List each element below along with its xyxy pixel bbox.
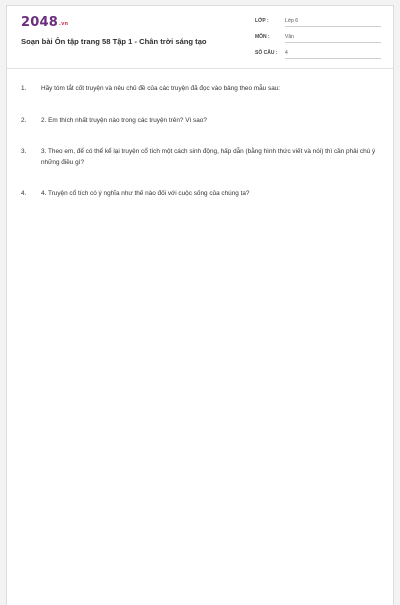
question-number: 4. bbox=[21, 190, 27, 197]
question-list bbox=[21, 84, 383, 221]
question-item bbox=[21, 116, 383, 127]
document-title: Soạn bài Ôn tập trang 58 Tập 1 - Chân trời sáng tạo bbox=[21, 37, 207, 46]
question-text: 2. Em thích nhất truyện nào trong các truyện trên? Vì sao? bbox=[41, 116, 207, 124]
question-text: Hãy tóm tắt cốt truyện và nêu chủ đề của các truyện đã đọc vào bảng theo mẫu sau: bbox=[41, 85, 281, 92]
meta-value-subject: Văn bbox=[285, 34, 381, 43]
question-item bbox=[21, 147, 383, 168]
question-text: 3. Theo em, để có thể kể lại truyện cổ tích một cách sinh động, hấp dẫn (bằng hình thức viết và nói) thì cần phải chú ý những điều gì? bbox=[41, 148, 376, 166]
question-number: 3. bbox=[21, 148, 27, 155]
meta-label-subject: MÔN : bbox=[255, 34, 270, 40]
meta-info bbox=[255, 18, 381, 66]
meta-row-question-count bbox=[255, 50, 381, 66]
logo-text: 2048 bbox=[21, 15, 58, 30]
meta-label-question-count: SỐ CÂU : bbox=[255, 50, 278, 56]
meta-value-question-count: 4 bbox=[285, 50, 381, 59]
logo-tld: .vn bbox=[58, 21, 69, 27]
meta-label-class: LỚP : bbox=[255, 18, 269, 24]
question-item bbox=[21, 84, 383, 95]
worksheet-page bbox=[6, 5, 394, 605]
meta-row-class bbox=[255, 18, 381, 34]
question-number: 1. bbox=[21, 85, 27, 92]
meta-row-subject bbox=[255, 34, 381, 50]
question-item bbox=[21, 189, 383, 200]
site-logo[interactable] bbox=[21, 15, 68, 30]
meta-value-class: Lớp 6 bbox=[285, 18, 381, 27]
question-number: 2. bbox=[21, 116, 27, 124]
question-text: 4. Truyện cổ tích có ý nghĩa như thế nào đối với cuộc sống của chúng ta? bbox=[41, 190, 250, 197]
worksheet-header bbox=[7, 6, 393, 69]
